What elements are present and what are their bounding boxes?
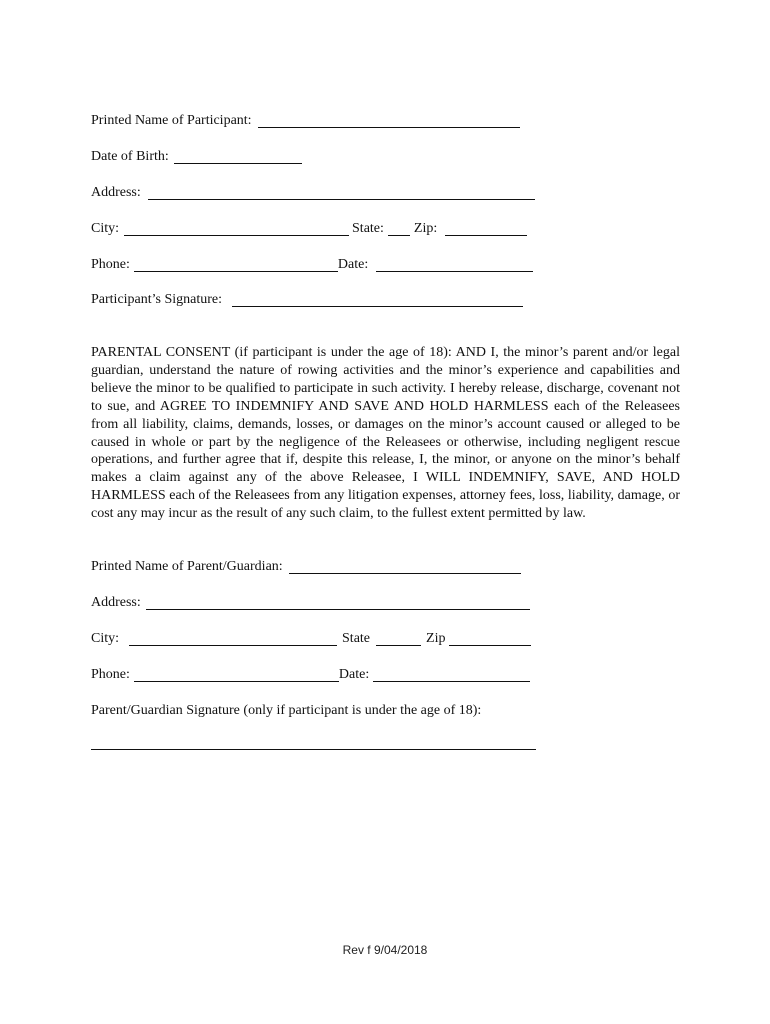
guardian-zip-label: Zip: [426, 631, 446, 646]
guardian-state-label: State: [342, 631, 371, 646]
guardian-name-label: Printed Name of Parent/Guardian:: [91, 559, 283, 574]
guardian-city-field[interactable]: [129, 631, 337, 646]
guardian-phone-row: [91, 666, 530, 684]
participant-address-label: Address:: [91, 185, 141, 200]
participant-phone-label: Phone:: [91, 257, 130, 272]
participant-state-label: State:: [352, 221, 384, 236]
participant-date-field[interactable]: [376, 257, 533, 272]
guardian-zip-field[interactable]: [449, 631, 531, 646]
participant-name-field[interactable]: [258, 113, 520, 128]
revision-footer: Rev f 9/04/2018: [342, 943, 428, 957]
guardian-address-label: Address:: [91, 595, 141, 610]
guardian-signature-label: Parent/Guardian Signature (only if participant is under the age of 18):: [91, 703, 482, 718]
guardian-signature-field[interactable]: [91, 749, 536, 750]
participant-name-label: Printed Name of Participant:: [91, 113, 252, 128]
participant-dob-row: [91, 148, 302, 166]
participant-dob-label: Date of Birth:: [91, 149, 169, 164]
participant-address-field[interactable]: [148, 185, 535, 200]
participant-city-label: City:: [91, 221, 120, 236]
guardian-date-label: Date:: [338, 667, 370, 682]
participant-city-row: [91, 220, 527, 238]
guardian-city-row: [91, 630, 531, 648]
participant-city-field[interactable]: [124, 221, 349, 236]
guardian-address-field[interactable]: [146, 595, 530, 610]
guardian-phone-label: Phone:: [91, 667, 130, 682]
guardian-address-row: [91, 594, 530, 612]
guardian-name-row: [91, 558, 521, 576]
participant-signature-row: [91, 291, 523, 309]
guardian-phone-field[interactable]: [134, 667, 339, 682]
guardian-signature-row: [91, 702, 481, 720]
participant-zip-label: Zip:: [413, 221, 438, 236]
participant-phone-row: [91, 256, 533, 274]
participant-dob-field[interactable]: [174, 149, 302, 164]
guardian-name-field[interactable]: [289, 559, 521, 574]
parental-consent-paragraph: PARENTAL CONSENT (if participant is under the age of 18): AND I, the minor’s parent and/or legal guardian, understand the nature of rowing activities and the minor’s experience and capabilities and believe the minor to be qualified to participate in such activity. I hereby release, discharge, covenant not to sue, and AGREE TO INDEMNIFY AND SAVE AND HOLD HARMLESS each of the Releasees from all liability, claims, demands, losses, or damages on the minor’s account caused or alleged to be caused in whole or part by the negligence of the Releasees or otherwise, including negligent rescue operations, and further agree that if, despite this release, I, the minor, or anyone on the minor’s behalf makes a claim against any of the above Releasee, I WILL INDEMNIFY, SAVE, AND HOLD HARMLESS each of the Releasees from any litigation expenses, attorney fees, loss, liability, damage, or cost any may incur as the result of any such claim, to the fullest extent permitted by law.: [91, 345, 680, 522]
participant-signature-field[interactable]: [232, 292, 523, 307]
guardian-state-field[interactable]: [376, 631, 421, 646]
participant-date-label: Date:: [337, 257, 369, 272]
guardian-date-field[interactable]: [373, 667, 530, 682]
participant-name-row: [91, 112, 520, 130]
participant-signature-label: Participant’s Signature:: [91, 292, 223, 307]
participant-state-field[interactable]: [388, 221, 410, 236]
participant-phone-field[interactable]: [134, 257, 338, 272]
guardian-city-label: City:: [91, 631, 120, 646]
participant-zip-field[interactable]: [445, 221, 527, 236]
participant-address-row: [91, 184, 535, 202]
